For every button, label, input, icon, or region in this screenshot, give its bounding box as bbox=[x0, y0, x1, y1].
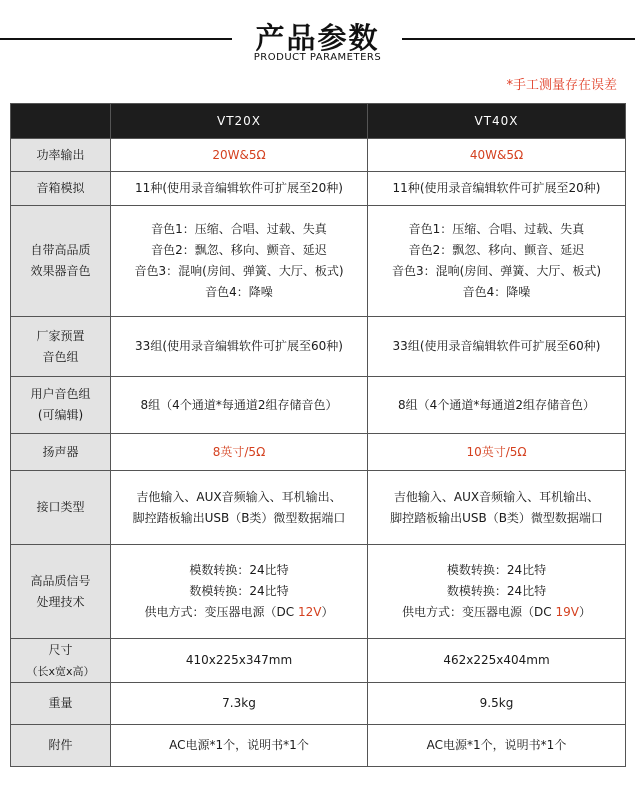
cab-vt40x: 11种(使用录音编辑软件可扩展至20种) bbox=[368, 172, 626, 206]
row-ports bbox=[11, 471, 626, 545]
row-label-line1: 用户音色组 bbox=[30, 387, 91, 401]
row-weight bbox=[11, 683, 626, 725]
measurement-note: *手工测量存在误差 bbox=[506, 78, 617, 93]
row-label-line2: 效果器音色 bbox=[30, 264, 91, 278]
row-label-line2: 音色组 bbox=[42, 349, 79, 364]
row-label bbox=[11, 639, 111, 683]
effect-line: 音色1：压缩、合唱、过载、失真 bbox=[151, 222, 327, 236]
ports-line2: 脚控踏板输出USB（B类）微型数据端口 bbox=[390, 510, 603, 525]
dc-voltage: 19V bbox=[555, 605, 579, 619]
effects-vt40x bbox=[368, 206, 626, 317]
row-accessories bbox=[11, 725, 626, 767]
row-effects bbox=[11, 206, 626, 317]
speaker-vt20x: 8英寸/5Ω bbox=[111, 434, 368, 471]
ad-conversion: 模数转换：24比特 bbox=[446, 563, 547, 577]
ad-conversion: 模数转换：24比特 bbox=[189, 563, 289, 577]
power-supply-suffix: ） bbox=[578, 605, 591, 619]
power-supply-suffix: ） bbox=[321, 605, 334, 619]
row-label-line1: 厂家预置 bbox=[36, 328, 85, 343]
spec-table bbox=[10, 103, 626, 767]
ports-line2: 脚控踏板输出USB（B类）微型数据端口 bbox=[132, 510, 346, 525]
weight-vt20x: 7.3kg bbox=[111, 683, 368, 725]
effect-line: 音色4：降噪 bbox=[205, 285, 273, 299]
row-cab-sim bbox=[11, 172, 626, 206]
signal-vt40x bbox=[368, 545, 626, 639]
accessories-vt20x: AC电源*1个，说明书*1个 bbox=[111, 725, 368, 767]
row-dimensions bbox=[11, 639, 626, 683]
effects-vt20x bbox=[111, 206, 368, 317]
effect-line: 音色1：压缩、合唱、过载、失真 bbox=[408, 222, 585, 236]
da-conversion: 数模转换：24比特 bbox=[446, 584, 547, 598]
user-vt20x: 8组（4个通道*每通道2组存储音色） bbox=[111, 377, 368, 434]
header-corner bbox=[11, 104, 111, 139]
ports-line1: 吉他输入、AUX音频输入、耳机输出、 bbox=[136, 489, 342, 504]
page-subtitle: PRODUCT PARAMETERS bbox=[253, 52, 382, 63]
size-vt20x: 410x225x347mm bbox=[111, 639, 368, 683]
row-label-line1: 尺寸 bbox=[48, 642, 73, 657]
header bbox=[0, 0, 635, 70]
row-label bbox=[11, 206, 111, 317]
presets-vt20x: 33组(使用录音编辑软件可扩展至60种) bbox=[111, 317, 368, 377]
size-vt40x: 462x225x404mm bbox=[368, 639, 626, 683]
effect-line: 音色2：飘忽、移向、颤音、延迟 bbox=[151, 243, 327, 257]
row-label bbox=[11, 545, 111, 639]
power-vt40x: 40W&5Ω bbox=[368, 139, 626, 172]
row-label-line1: 自带高品质 bbox=[30, 243, 91, 257]
user-vt40x: 8组（4个通道*每通道2组存储音色） bbox=[368, 377, 626, 434]
ports-vt40x bbox=[368, 471, 626, 545]
row-label: 功率输出 bbox=[11, 139, 111, 172]
signal-vt20x bbox=[111, 545, 368, 639]
row-power bbox=[11, 139, 626, 172]
speaker-vt40x: 10英寸/5Ω bbox=[368, 434, 626, 471]
row-factory-presets bbox=[11, 317, 626, 377]
row-label-line1: 高品质信号 bbox=[30, 573, 91, 588]
page-title: 产品参数 bbox=[255, 21, 380, 55]
row-label-line2: 处理技术 bbox=[36, 594, 85, 609]
power-vt20x: 20W&5Ω bbox=[111, 139, 368, 172]
row-signal-processing bbox=[11, 545, 626, 639]
ports-line1: 吉他输入、AUX音频输入、耳机输出、 bbox=[393, 489, 600, 504]
ports-vt20x bbox=[111, 471, 368, 545]
effect-line: 音色3：混响(房间、弹簧、大厅、板式) bbox=[134, 264, 344, 278]
presets-vt40x: 33组(使用录音编辑软件可扩展至60种) bbox=[368, 317, 626, 377]
effect-line: 音色2：飘忽、移向、颤音、延迟 bbox=[408, 243, 585, 257]
row-speaker bbox=[11, 434, 626, 471]
row-label bbox=[11, 317, 111, 377]
row-label: 音箱模拟 bbox=[11, 172, 111, 206]
accessories-vt40x: AC电源*1个，说明书*1个 bbox=[368, 725, 626, 767]
row-label: 接口类型 bbox=[11, 471, 111, 545]
row-label bbox=[11, 377, 111, 434]
weight-vt40x: 9.5kg bbox=[368, 683, 626, 725]
cab-vt20x: 11种(使用录音编辑软件可扩展至20种) bbox=[111, 172, 368, 206]
effect-line: 音色4：降噪 bbox=[462, 285, 531, 299]
column-header-vt20x: VT20X bbox=[111, 104, 368, 139]
row-label: 重量 bbox=[11, 683, 111, 725]
column-header-vt40x: VT40X bbox=[368, 104, 626, 139]
power-supply bbox=[111, 602, 367, 623]
power-supply-prefix: 供电方式：变压器电源（DC bbox=[402, 605, 556, 619]
row-user-presets bbox=[11, 377, 626, 434]
row-label: 扬声器 bbox=[11, 434, 111, 471]
row-label: 附件 bbox=[11, 725, 111, 767]
dc-voltage: 12V bbox=[297, 605, 322, 619]
effect-line: 音色3：混响(房间、弹簧、大厅、板式) bbox=[392, 264, 601, 278]
row-label-line2: （长x宽x高） bbox=[26, 664, 95, 678]
power-supply-prefix: 供电方式：变压器电源（DC bbox=[144, 605, 298, 619]
row-label-line2: (可编辑) bbox=[37, 408, 84, 422]
power-supply bbox=[368, 602, 625, 623]
table-header-row bbox=[11, 104, 626, 139]
da-conversion: 数模转换：24比特 bbox=[189, 584, 289, 598]
